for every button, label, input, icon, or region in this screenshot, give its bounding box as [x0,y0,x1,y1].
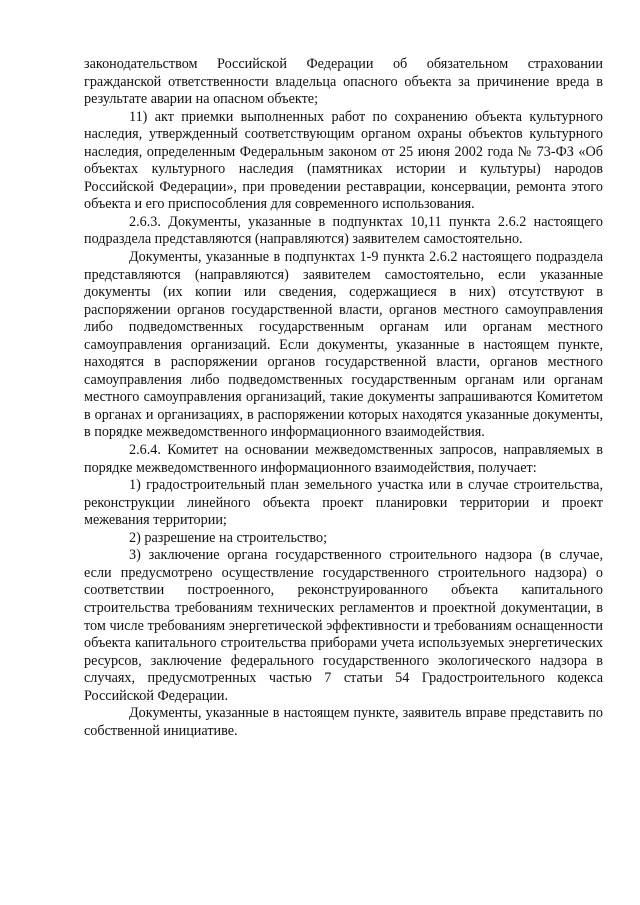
paragraph-item-11: 11) акт приемки выполненных работ по сохранению объекта культурного наследия, утвержденный соответствующим органом охраны объектов культурного наследия, определенным Федеральным законом от 25 июня 2002 года № 73-ФЗ «Об объектах культурного наследия (памятниках истории и культуры) народов Российской Федерации», при проведении реставрации, консервации, ремонта этого объекта и его приспособления для современного использования. [84,108,603,213]
paragraph-2-6-4: 2.6.4. Комитет на основании межведомственных запросов, направляемых в порядке межведомственного информационного взаимодействия, получает: [84,442,603,476]
paragraph-item-2: 2) разрешение на строительство; [129,529,328,546]
paragraph-item-3: 3) заключение органа государственного строительного надзора (в случае, если предусмотрено осуществление государственного строительного надзора) о соответствии построенного, реконструированного объекта капитального строительства требованиям технических регламентов и проектной документации, в том числе требованиям энергетической эффективности и требованиям оснащенности объекта капитального строительства приборами учета используемых энергетических ресурсов, заключение федерального государственного экологического надзора в случаях, предусмотренных частью 7 статьи 54 Градостроительного кодекса Российской Федерации. [84,547,603,704]
paragraph-item-1: 1) градостроительный план земельного участка или в случае строительства, реконструкции линейного объекта проект планировки территории и проект межевания территории; [84,477,603,529]
document-page [84,56,603,740]
paragraph-documents-1-9: Документы, указанные в подпунктах 1-9 пункта 2.6.2 настоящего подраздела представляются (направляются) заявителем самостоятельно, если указанные документы (их копии или сведения, содержащиеся в них) отсутствуют в распоряжении органов государственной власти, органов местного самоуправления либо подведомственных государственным органам или органам местного самоуправления организаций. Если документы, указанные в настоящем пункте, находятся в распоряжении органов государственной власти, органов местного самоуправления либо подведомственных государственным органам или органам местного самоуправления организаций, такие документы запрашиваются Комитетом в органах и организациях, в распоряжении которых находятся указанные документы, в порядке межведомственного информационного взаимодействия. [84,249,603,441]
paragraph-continuation: законодательством Российской Федерации об обязательном страховании гражданской ответственности владельца опасного объекта за причинение вреда в результате аварии на опасном объекте; [84,56,603,108]
paragraph-2-6-3: 2.6.3. Документы, указанные в подпунктах 10,11 пункта 2.6.2 настоящего подраздела представляются (направляются) заявителем самостоятельно. [84,213,603,248]
paragraph-own-initiative: Документы, указанные в настоящем пункте, заявитель вправе представить по собственной инициативе. [84,705,603,739]
